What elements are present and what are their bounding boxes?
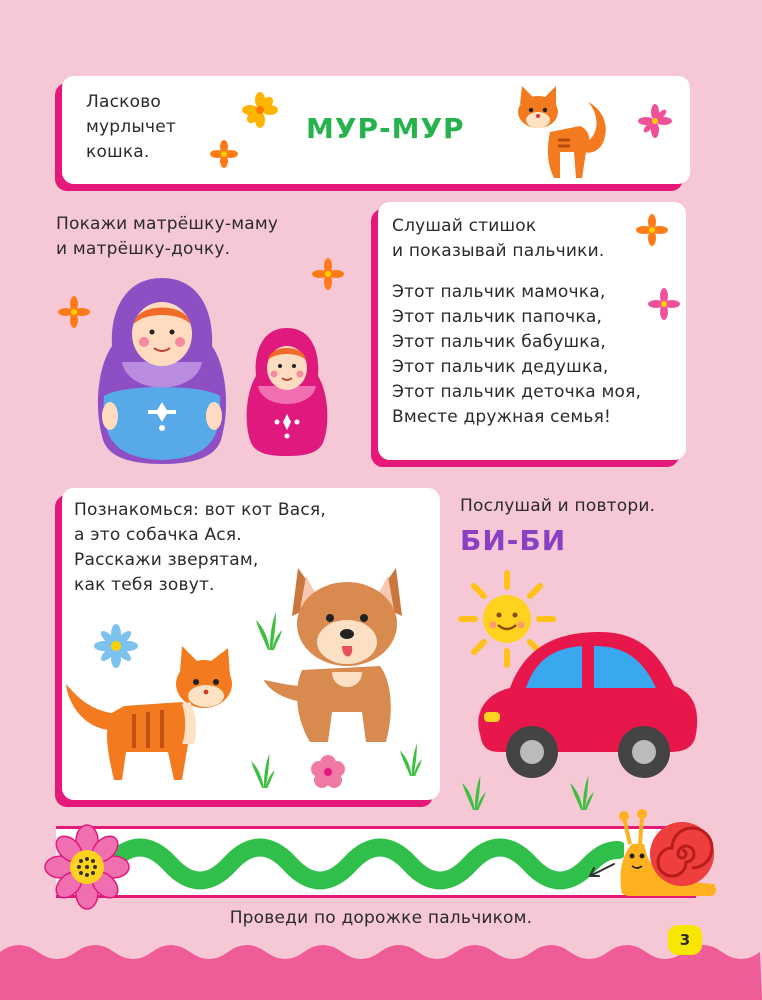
poem-line: Этот пальчик деточка моя, — [392, 382, 642, 402]
page-number: 3 — [668, 925, 702, 955]
matryoshka-mother-icon — [92, 276, 232, 466]
dog-asya-icon — [262, 562, 432, 746]
flower-icon — [312, 258, 344, 290]
footer-wave — [0, 938, 762, 1000]
flower-icon — [636, 214, 668, 246]
poem-line: Вместе дружная семья! — [392, 407, 612, 427]
flower-icon — [210, 140, 238, 168]
top-card-text: Ласково мурлычет кошка. — [86, 92, 176, 162]
car-heading: БИ-БИ — [460, 524, 567, 557]
grass-icon — [568, 774, 596, 810]
top-card-heading: МУР-МУР — [306, 112, 465, 145]
poem-line: Этот пальчик папочка, — [392, 307, 603, 327]
car-icon — [470, 624, 702, 784]
car-instruction: Послушай и повтори. — [460, 496, 656, 516]
cat-icon — [510, 82, 616, 182]
grass-icon — [398, 742, 424, 776]
cat-vasya-icon — [64, 644, 244, 784]
poem-line: Этот пальчик дедушка, — [392, 357, 609, 377]
poem-line: Этот пальчик бабушка, — [392, 332, 606, 352]
flower-icon — [308, 752, 348, 792]
grass-icon — [248, 752, 278, 788]
poem-line: Этот пальчик мамочка, — [392, 282, 606, 302]
flower-start-icon — [44, 824, 130, 910]
wavy-path[interactable] — [104, 836, 624, 892]
matryoshka-instruction: Покажи матрёшку-маму и матрёшку-дочку. — [56, 214, 279, 259]
matryoshka-daughter-icon — [242, 326, 332, 458]
arrow-icon — [586, 860, 616, 880]
grass-icon — [460, 774, 488, 810]
flower-icon — [638, 104, 672, 138]
pets-card-text: Познакомься: вот кот Вася, а это собачка Ася. Расскажи зверятам, как тебя зовут. — [74, 500, 326, 595]
poem-lines — [392, 280, 641, 430]
flower-icon — [242, 92, 278, 128]
snail-icon — [614, 804, 720, 898]
flower-icon — [648, 288, 680, 320]
flower-icon — [58, 296, 90, 328]
path-instruction: Проведи по дорожке пальчиком. — [229, 908, 533, 928]
poem-intro: Слушай стишок и показывай пальчики. — [392, 216, 605, 261]
